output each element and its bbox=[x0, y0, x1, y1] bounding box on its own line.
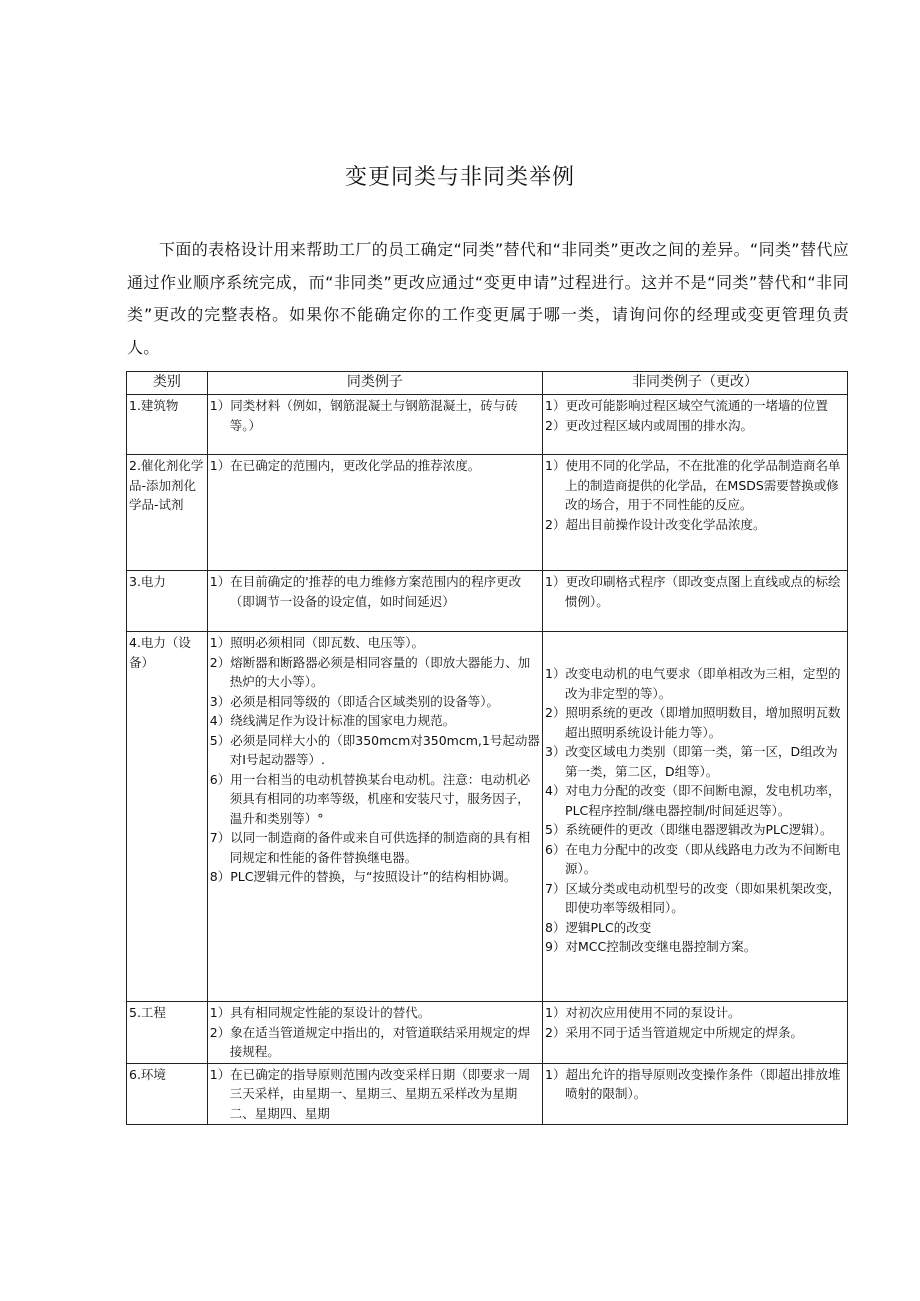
table-row bbox=[127, 571, 848, 632]
table-row bbox=[127, 395, 848, 455]
diff-item: 1）使用不同的化学品，不在批准的化学品制造商名单上的制造商提供的化学品，在MSDS需要替换或修改的场合，用于不同性能的反应。 bbox=[545, 458, 841, 512]
diff-item: 9）对MCC控制改变继电器控制方案。 bbox=[545, 939, 757, 954]
same-cell bbox=[207, 455, 542, 571]
same-item: 1）在目前确定的'推荐的电力维修方案范围内的程序更改（即调节一设备的设定值，如时间延迟） bbox=[209, 574, 522, 609]
same-item: 6）用一台相当的电动机替换某台电动机。注意：电动机必须具有相同的功率等级，机座和安装尺寸，服务因子，温升和类别等）° bbox=[209, 771, 531, 826]
diff-item: 2）更改过程区域内或周围的排水沟。 bbox=[545, 417, 753, 433]
diff-item: 6）在电力分配中的改变（即从线路电力改为不间断电源）。 bbox=[545, 841, 841, 876]
diff-item: 2）采用不同于适当管道规定中所规定的焊条。 bbox=[545, 1024, 803, 1040]
diff-cell bbox=[543, 632, 848, 1002]
category-cell: 3.电力 bbox=[127, 571, 208, 632]
diff-cell bbox=[543, 1063, 848, 1125]
header-same-examples: 同类例子 bbox=[207, 372, 542, 395]
same-item: 2）象在适当管道规定中指出的，对管道联结采用规定的焊接规程。 bbox=[209, 1024, 531, 1059]
diff-item: 1）改变电动机的电气要求（即单相改为三相，定型的改为非定型的等）。 bbox=[545, 666, 841, 701]
diff-item: 5）系统硬件的更改（即继电器逻辑改为PLC逻辑）。 bbox=[545, 822, 833, 837]
same-item: 2）熔断器和断路器必须是相同容量的（即放大器能力、加热炉的大小等）。 bbox=[209, 654, 531, 689]
comparison-table bbox=[126, 371, 848, 1125]
same-item: 5）必须是同样大小的（即350mcm对350mcm,1号起动器对I号起动器等）. bbox=[209, 732, 540, 767]
same-item: 1）在已确定的范围内，更改化学品的推荐浓度。 bbox=[209, 458, 481, 473]
same-item: 8）PLC逻辑元件的替换，与“按照设计”的结构相协调。 bbox=[209, 869, 517, 884]
category-cell: 5.工程 bbox=[127, 1002, 208, 1064]
diff-item: 3）改变区域电力类别（即第一类，第一区，D组改为第一类，第二区，D组等）。 bbox=[545, 744, 838, 779]
page-title: 变更同类与非同类举例 bbox=[344, 165, 575, 190]
header-category: 类别 bbox=[127, 372, 208, 395]
diff-cell bbox=[543, 571, 848, 632]
category-cell: 2.催化剂化学品-添加剂化学品-试剂 bbox=[127, 455, 208, 571]
diff-item: 1）更改可能影响过程区域空气流通的一堵墙的位置 bbox=[545, 398, 828, 413]
same-item: 1）同类材料（例如，钢筋混凝土与钢筋混凝土，砖与砖等。） bbox=[209, 398, 518, 433]
diff-item: 8）逻辑PLC的改变 bbox=[545, 919, 652, 935]
table-row bbox=[127, 1063, 848, 1125]
same-cell bbox=[207, 395, 542, 455]
same-item: 1）具有相同规定性能的泵设计的替代。 bbox=[209, 1005, 431, 1020]
category-cell: 4.电力（设备） bbox=[127, 632, 208, 1002]
same-cell bbox=[207, 571, 542, 632]
diff-item: 2）照明系统的更改（即增加照明数目，增加照明瓦数超出照明系统设计能力等）。 bbox=[545, 705, 841, 740]
diff-cell bbox=[543, 455, 848, 571]
diff-item: 2）超出目前操作设计改变化学品浓度。 bbox=[545, 516, 766, 532]
table-header-row bbox=[127, 372, 848, 395]
same-item: 1）照明必须相同（即瓦数、电压等）。 bbox=[209, 635, 424, 650]
table-row bbox=[127, 632, 848, 1002]
diff-item: 1）超出允许的指导原则改变操作条件（即超出排放堆喷射的限制）。 bbox=[545, 1066, 841, 1101]
same-item: 1）在已确定的指导原则范围内改变采样日期（即要求一周三天采样，由星期一、星期三、星期五采样改为星期二、星期四、星期 bbox=[209, 1066, 531, 1121]
same-cell bbox=[207, 1063, 542, 1125]
same-cell bbox=[207, 1002, 542, 1064]
category-cell: 1.建筑物 bbox=[127, 395, 208, 455]
table-row bbox=[127, 455, 848, 571]
diff-cell bbox=[543, 395, 848, 455]
header-different-examples: 非同类例子（更改） bbox=[543, 372, 848, 395]
diff-cell bbox=[543, 1002, 848, 1064]
diff-item: 1）更改印刷格式程序（即改变点图上直线或点的标绘惯例）。 bbox=[545, 574, 841, 609]
same-item: 3）必须是相同等级的（即适合区域类别的设备等）。 bbox=[209, 693, 499, 709]
intro-paragraph: 下面的表格设计用来帮助工厂的员工确定“同类”替代和“非同类”更改之间的差异。“同类”替代应通过作业顺序系统完成，而“非同类”更改应通过“变更申请”过程进行。这并不是“同类”替代和“非同类”更改的完整表格。如果你不能确定你的工作变更属于哪一类，请询问你的经理或变更管理负责人。 bbox=[127, 240, 849, 357]
table-row bbox=[127, 1002, 848, 1064]
same-item: 7）以同一制造商的备件或来自可供选择的制造商的具有相同规定和性能的备件替换继电器。 bbox=[209, 830, 531, 865]
same-item: 4）绕线满足作为设计标准的国家电力规范。 bbox=[209, 713, 456, 728]
category-cell: 6.环境 bbox=[127, 1063, 208, 1125]
diff-item: 1）对初次应用使用不同的泵设计。 bbox=[545, 1005, 741, 1020]
diff-item: 7）区域分类或电动机型号的改变（即如果机架改变，即使功率等级相同）。 bbox=[545, 880, 841, 915]
diff-item: 4）对电力分配的改变（即不间断电源，发电机功率，PLC程序控制/继电器控制/时间延迟等）。 bbox=[545, 783, 841, 818]
same-cell bbox=[207, 632, 542, 1002]
